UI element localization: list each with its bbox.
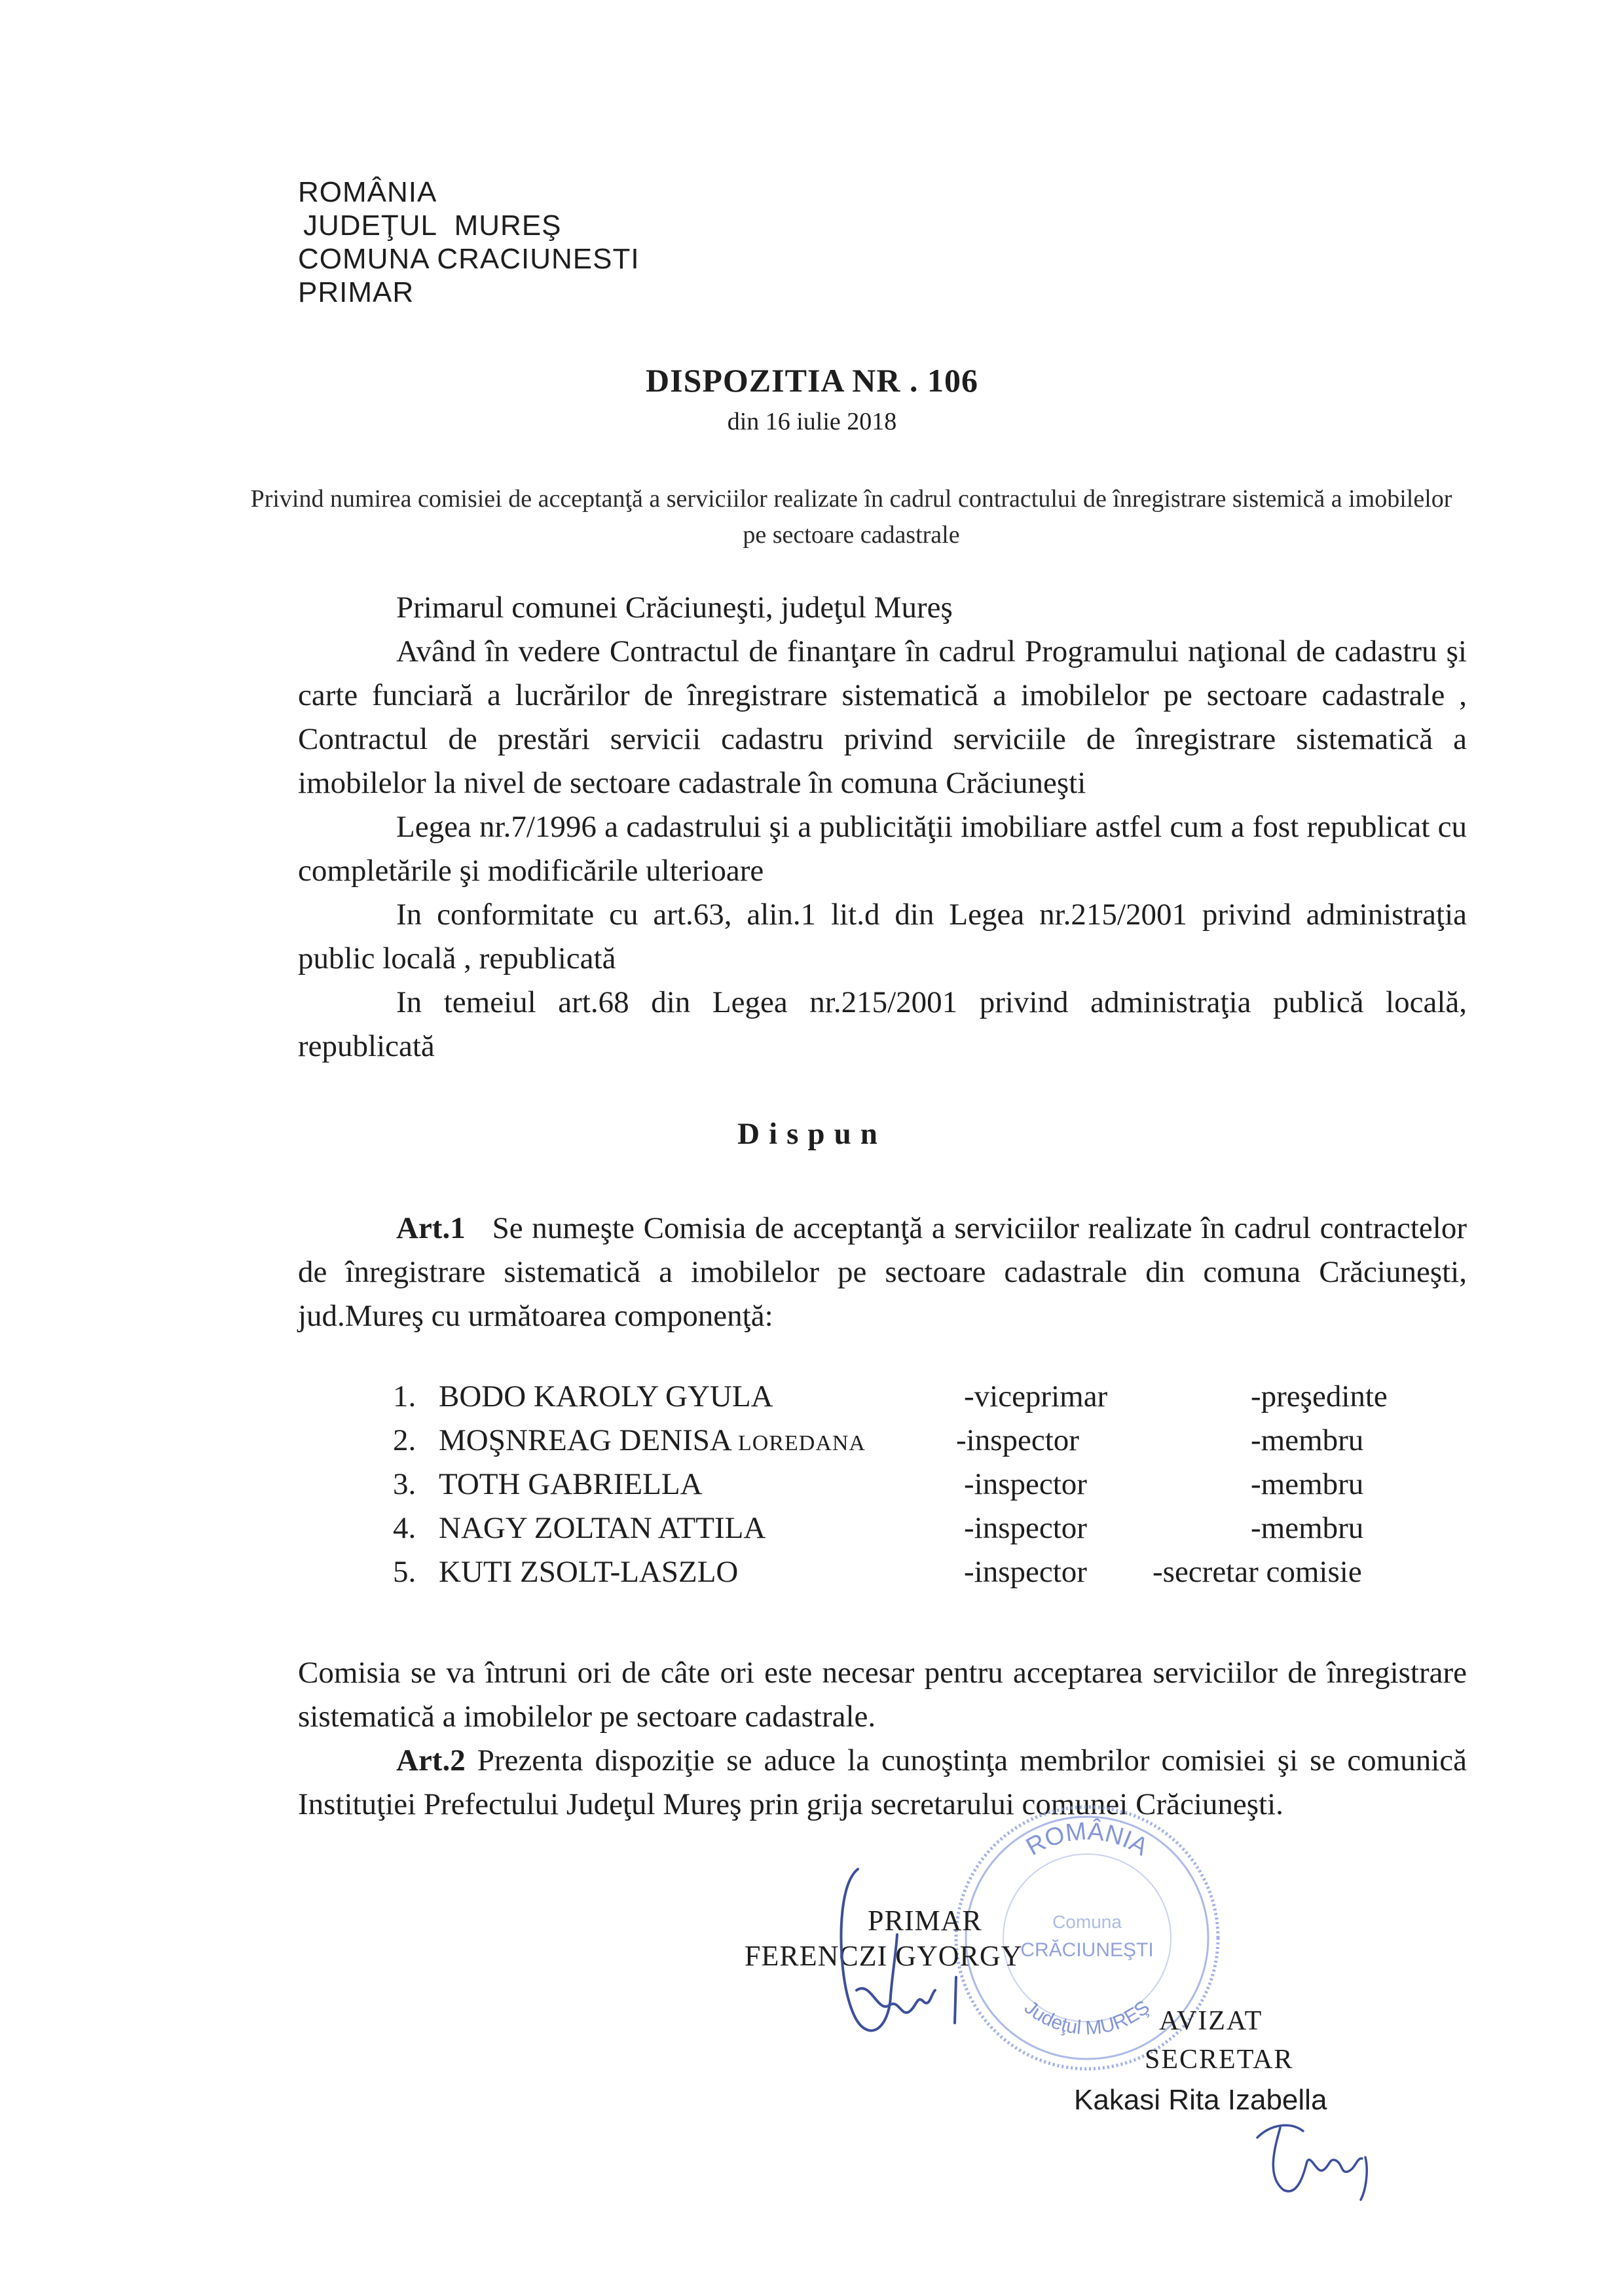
stamp-top-text: ROMÂNIA (1022, 1817, 1153, 1861)
article-1-text: Se numeşte Comisia de acceptanţă a serviciilor realizate în cadrul contractelor de înregistrare sistematică a imobilelor pe sectoare cadastrale din comuna Crăciuneşti, jud.Mureş cu următoarea componenţă: (298, 1211, 1467, 1333)
list-item (393, 1550, 1506, 1594)
preamble-paragraph: In conformitate cu art.63, alin.1 lit.d din Legea nr.215/2001 privind administraţia public locală , republicată (298, 898, 1467, 975)
member-name-text: TOTH GABRIELLA (439, 1467, 703, 1501)
secretary-signature (1231, 2111, 1414, 2210)
member-name (439, 1419, 866, 1465)
member-function: -membru (1251, 1511, 1364, 1545)
member-number: 3. (393, 1467, 416, 1501)
closing-paragraph: Comisia se va întruni ori de câte ori este necesar pentru acceptarea serviciilor de înregistrare sistematică a imobilelor pe sectoare cadastrale. (298, 1656, 1467, 1734)
dispun-heading: Dispun (737, 1117, 887, 1151)
mayor-title: PRIMAR (868, 1904, 982, 1937)
header-office: PRIMAR (298, 276, 415, 308)
list-item (393, 1506, 1506, 1550)
member-function: -preşedinte (1251, 1379, 1388, 1413)
member-name (439, 1375, 773, 1419)
header-county: JUDEŢUL MUREŞ (303, 210, 562, 242)
member-name (439, 1463, 703, 1506)
member-name-text: KUTI ZSOLT-LASZLO (439, 1555, 739, 1589)
secretary-name: Kakasi Rita Izabella (1074, 2084, 1327, 2116)
mayor-signature (779, 1856, 976, 2052)
document-date: din 16 iulie 2018 (727, 408, 897, 435)
member-number: 1. (393, 1379, 416, 1413)
member-name-text: NAGY ZOLTAN ATTILA (439, 1511, 766, 1545)
document-subject: Privind numirea comisiei de acceptanţă a serviciilor realizate în cadrul contractului de înregistrare sistemică a imobilelor pe sectoare cadastrale (250, 485, 1452, 549)
secretary-title: SECRETAR (1145, 2045, 1294, 2075)
stamp-line2: CRĂCIUNEŞTI (1020, 1939, 1154, 1961)
member-name-extra: LOREDANA (738, 1431, 866, 1455)
list-item (393, 1375, 1506, 1419)
mayor-name: FERENCZI GYORGY (745, 1940, 1023, 1972)
stamp-bottom-text: Judeţul MUREŞ (1020, 1996, 1154, 2039)
preamble-paragraph: In temeiul art.68 din Legea nr.215/2001 privind administraţia publică locală, republicată (298, 985, 1467, 1063)
member-role: -inspector (956, 1423, 1079, 1457)
article-1-label: Art.1 (396, 1211, 466, 1245)
svg-text:ROMÂNIA (1022, 1817, 1153, 1862)
svg-text:Judeţul MUREŞ (1020, 1996, 1154, 2039)
stamp-line1: Comuna (1052, 1912, 1122, 1932)
header-commune: COMUNA CRACIUNESTI (298, 243, 640, 275)
official-stamp (943, 1794, 1231, 2082)
preamble-paragraph: Având în vedere Contractul de finanţare în cadrul Programului naţional de cadastru şi carte funciară a lucrărilor de înregistrare sistematică a imobilelor pe sectoare cadastrale , Contractul de prestări servicii cadastru privind serviciile de înregistrare sistematică a imobilelor la nivel de sectoare cadastrale în comuna Crăciuneşti (298, 634, 1467, 800)
member-role: -inspector (964, 1555, 1087, 1589)
member-role: -viceprimar (964, 1379, 1108, 1413)
list-item (393, 1419, 1506, 1463)
member-role: -inspector (964, 1467, 1087, 1501)
member-name-text: MOŞNREAG DENISA (439, 1423, 731, 1457)
article-1 (298, 1207, 1467, 1338)
member-name (439, 1506, 766, 1550)
header-country: ROMÂNIA (298, 176, 437, 208)
article-2-label: Art.2 (396, 1743, 466, 1777)
article-2-text: Prezenta dispoziţie se aduce la cunoştinţa membrilor comisiei şi se comunică Instituţiei Prefectului Judeţul Mureş prin grija secretarului comunei Crăciuneşti. (298, 1743, 1467, 1821)
member-function: -membru (1251, 1467, 1364, 1501)
member-name (439, 1550, 738, 1594)
member-name-text: BODO KAROLY GYULA (439, 1379, 773, 1413)
member-number: 4. (393, 1511, 416, 1545)
member-number: 2. (393, 1423, 416, 1457)
preamble-paragraph: Legea nr.7/1996 a cadastrului şi a publicităţii imobiliare astfel cum a fost republicat cu completările şi modificările ulterioare (298, 810, 1467, 888)
committee-members (393, 1375, 1506, 1594)
document-title: DISPOZITIA NR . 106 (646, 362, 978, 399)
member-function: -secretar comisie (1153, 1555, 1362, 1589)
member-function: -membru (1251, 1423, 1364, 1457)
preamble-paragraph: Primarul comunei Crăciuneşti, judeţul Mureş (396, 591, 953, 625)
avizat-label: AVIZAT (1159, 2006, 1263, 2036)
list-item (393, 1463, 1506, 1506)
closing-section (298, 1651, 1467, 1827)
member-number: 5. (393, 1555, 416, 1589)
preamble (298, 586, 1467, 1068)
member-role: -inspector (964, 1511, 1087, 1545)
document-header (298, 175, 887, 309)
